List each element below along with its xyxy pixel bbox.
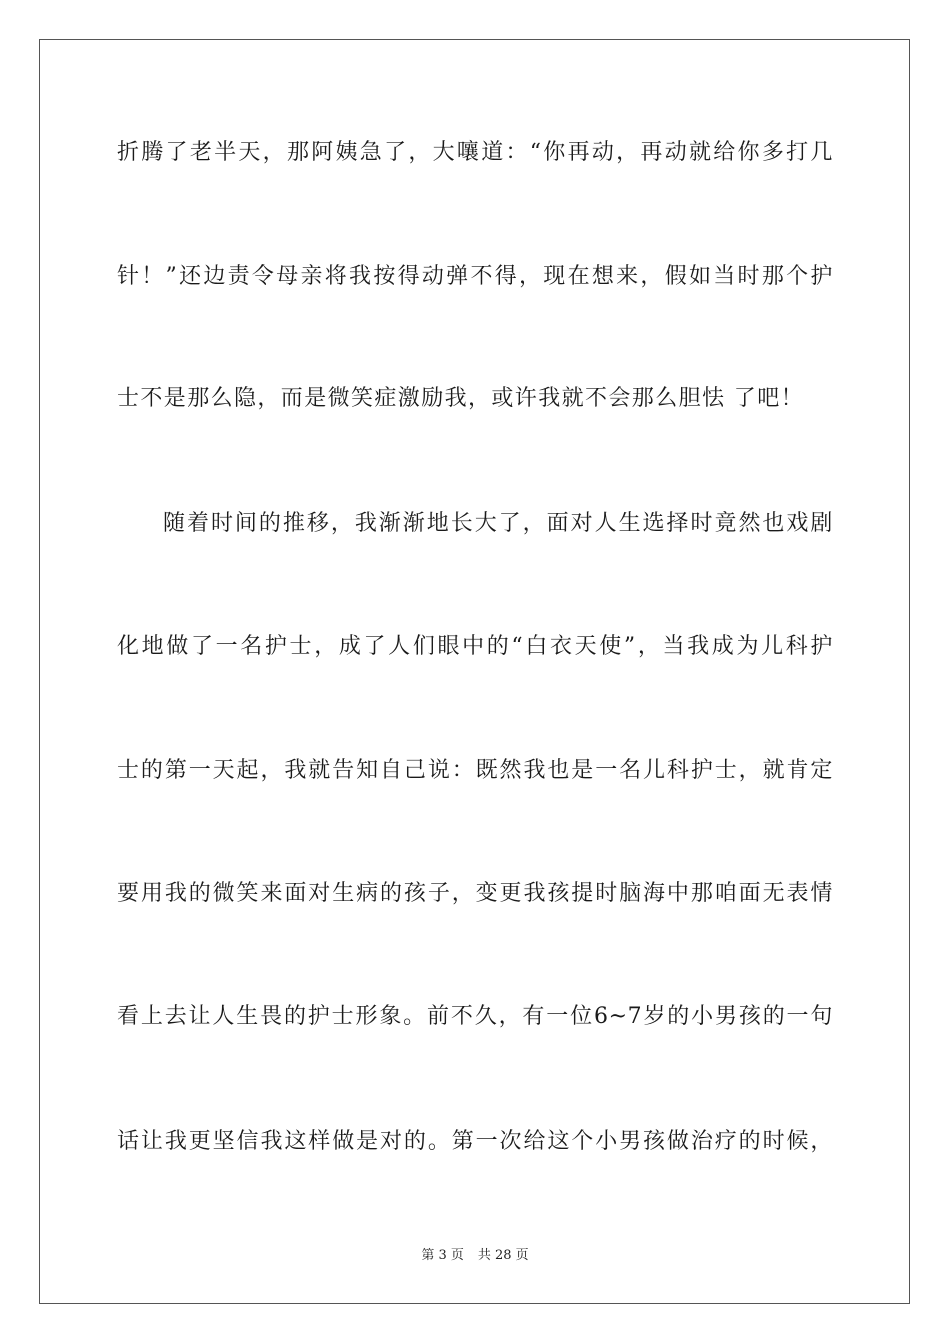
page-border	[39, 39, 910, 1304]
text-line: 要用我的微笑来面对生病的孩子，变更我孩提时脑海中那咱面无表情	[117, 881, 833, 906]
page-total: 共 28 页	[477, 1248, 529, 1263]
text-line: 士的第一天起，我就告知自己说：既然我也是一名儿科护士，就肯定	[117, 758, 833, 783]
text-line: 针！”还边责令母亲将我按得动弹不得，现在想来，假如当时那个护	[117, 264, 833, 289]
text-line: 看上去让人生畏的护士形象。前不久，有一位6~7岁的小男孩的一句	[117, 1004, 833, 1029]
paragraph-first-line: 随着时间的推移，我渐渐地长大了，面对人生选择时竟然也戏剧	[163, 511, 833, 536]
text-line: 化地做了一名护士，成了人们眼中的“白衣天使”，当我成为儿科护	[117, 634, 833, 659]
text-line: 折腾了老半天，那阿姨急了，大嚷道：“你再动，再动就给你多打几	[117, 140, 833, 165]
text-line: 话让我更坚信我这样做是对的。第一次给这个小男孩做治疗的时候，	[117, 1129, 833, 1154]
page-number: 第 3 页	[421, 1248, 464, 1263]
page-footer	[0, 1247, 950, 1265]
text-line: 士不是那么隐，而是微笑症激励我，或许我就不会那么胆怯 了吧！	[117, 386, 804, 411]
